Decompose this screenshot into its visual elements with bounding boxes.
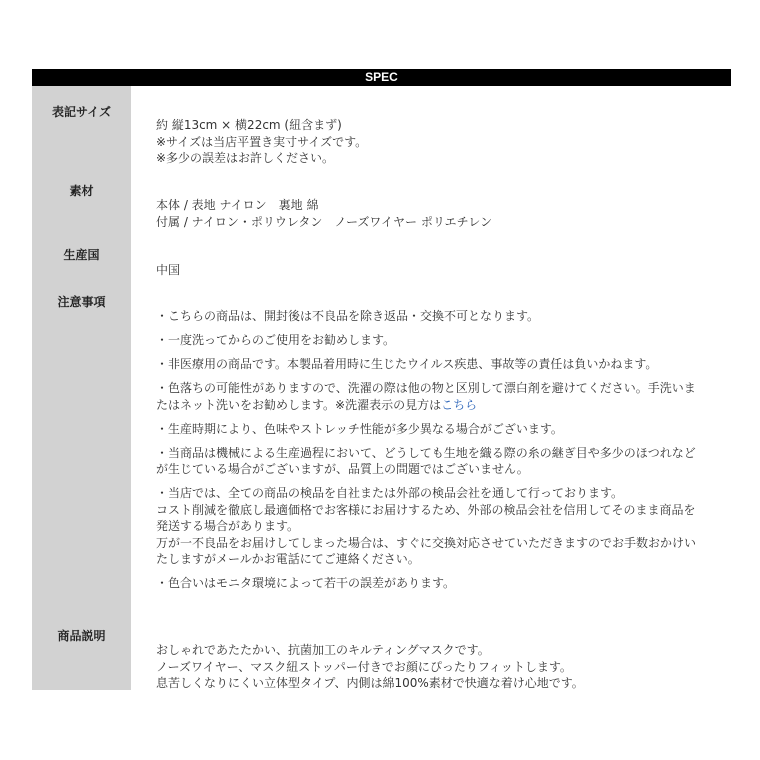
note-text: ・当店では、全ての商品の検品を自社または外部の検品会社を通して行っております。: [156, 486, 624, 500]
material-content: [156, 197, 711, 230]
label-notes: 注意事項: [57, 295, 106, 309]
note-item: [156, 308, 711, 325]
note-text: ・こちらの商品は、開封後は不良品を除き返品・交換不可となります。: [156, 309, 540, 323]
note-text: ・一度洗ってからのご使用をお勧めします。: [156, 333, 396, 347]
note-item: [156, 575, 711, 592]
note-item-wash: [156, 380, 711, 413]
note-text: たはネット洗いをお勧めします。※洗濯表示の見方は: [156, 397, 442, 412]
origin-line: 中国: [156, 263, 181, 277]
note-item: [156, 421, 711, 438]
note-text: ・当商品は機械による生産過程において、どうしても生地を織る際の糸の継ぎ目や多少のほつれなど: [156, 445, 696, 460]
label-description: 商品説明: [57, 629, 106, 643]
wash-guide-link[interactable]: こちら: [441, 397, 478, 412]
notes-content: [156, 308, 711, 599]
spec-header: SPEC: [32, 69, 731, 86]
note-text: が生じている場合がございますが、品質上の問題ではございません。: [156, 462, 529, 476]
size-content: [156, 117, 711, 167]
material-line: 付属 / ナイロン・ポリウレタン ノーズワイヤー ポリエチレン: [156, 214, 493, 229]
spec-table: [32, 69, 731, 690]
note-text: ・色落ちの可能性がありますので、洗濯の際は他の物と区別して漂白剤を避けてください。手洗いま: [156, 381, 696, 395]
label-column: [32, 86, 131, 690]
note-item: [156, 356, 711, 373]
note-text: コスト削減を徹底し最適価格でお客様にお届けするため、外部の検品会社を信用してそのまま商品を: [156, 502, 696, 517]
note-text: ・色合いはモニタ環境によって若干の誤差があります。: [156, 576, 456, 590]
spec-body: [32, 86, 731, 690]
note-text: たしますがメールかお電話にてご連絡ください。: [156, 552, 420, 566]
description-content: [156, 642, 711, 692]
description-line: ノーズワイヤー、マスク紐ストッパー付きでお顔にぴったりフィットします。: [156, 659, 572, 674]
description-line: 息苦しくなりにくい立体型タイプ、内側は綿100%素材で快適な着け心地です。: [156, 676, 584, 690]
note-item: [156, 485, 711, 568]
note-item: [156, 445, 711, 478]
description-line: おしゃれであたたかい、抗菌加工のキルティングマスクです。: [156, 643, 490, 657]
note-text: 万が一不良品をお届けしてしまった場合は、すぐに交換対応させていただきますのでお手数おかけい: [156, 535, 697, 550]
note-text: 発送する場合があります。: [156, 519, 300, 533]
label-material: 素材: [69, 184, 94, 198]
note-text: ・非医療用の商品です。本製品着用時に生じたウイルス疾患、事故等の責任は負いかねます。: [156, 357, 658, 371]
size-note: ※多少の誤差はお許しください。: [156, 151, 335, 165]
label-size: 表記サイズ: [51, 105, 112, 119]
note-text: ・生産時期により、色味やストレッチ性能が多少異なる場合がございます。: [156, 421, 563, 436]
size-note: ※サイズは当店平置き実寸サイズです。: [156, 134, 368, 149]
label-origin: 生産国: [63, 248, 100, 262]
size-line: 約 縦13cm × 横22cm (紐含まず): [156, 118, 342, 132]
note-item: [156, 332, 711, 349]
origin-content: [156, 262, 711, 279]
material-line: 本体 / 表地 ナイロン 裏地 綿: [156, 198, 319, 212]
